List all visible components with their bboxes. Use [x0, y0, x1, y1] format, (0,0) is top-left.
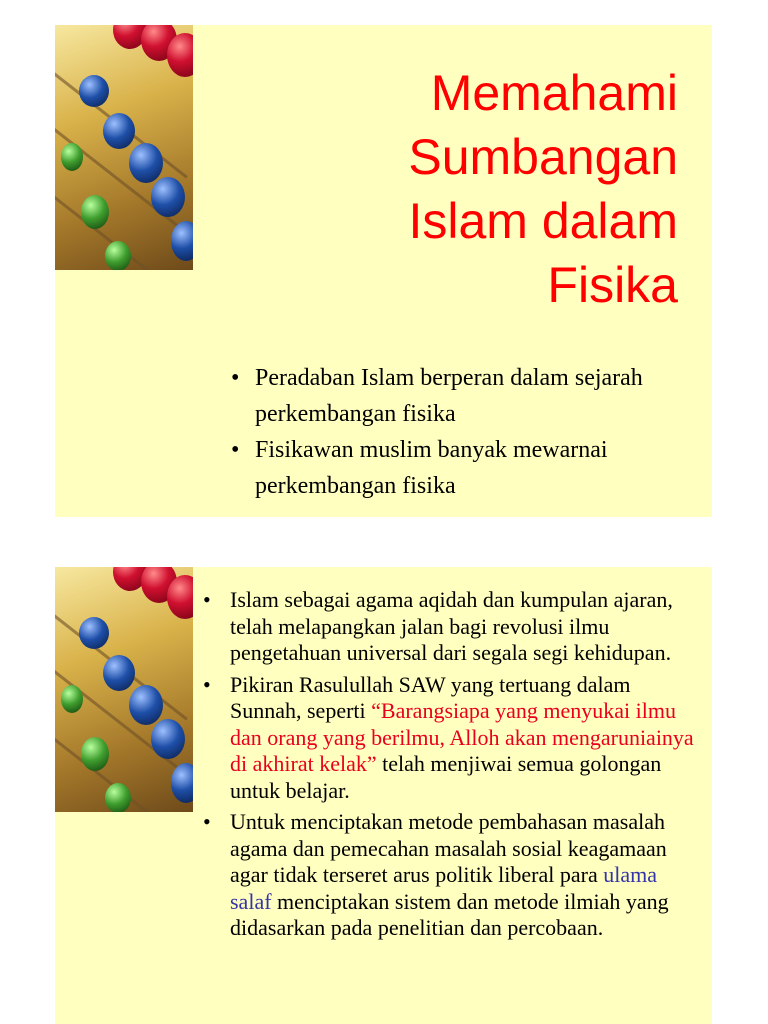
- green-bead: [105, 241, 131, 270]
- bullet-list: [203, 587, 698, 947]
- green-bead: [81, 737, 109, 771]
- title-line: Sumbangan: [408, 129, 678, 185]
- bullet-text: Pikiran Rasulullah SAW yang tertuang dalam Sunnah, seperti: [230, 671, 631, 723]
- bullet-text: Untuk menciptakan metode pembahasan masalah agama dan pemecahan masalah sosial keagamaan agar tidak terseret arus politik liberal para: [230, 809, 667, 887]
- title-line: Memahami: [430, 65, 678, 121]
- slide-2: [55, 567, 712, 1024]
- bullet-text: telah menjiwai semua golongan untuk belajar.: [230, 751, 662, 803]
- green-bead: [81, 195, 109, 229]
- bullet-item: • Peradaban Islam berperan dalam sejarah perkembangan fisika: [231, 360, 671, 432]
- ulama-salaf-link[interactable]: ulama salaf: [230, 862, 657, 914]
- red-bead: [167, 33, 193, 77]
- slide-1: [55, 25, 712, 517]
- bullet-list: [231, 360, 671, 504]
- blue-bead: [171, 221, 193, 261]
- abacus-image: [55, 567, 193, 812]
- blue-bead: [79, 617, 109, 649]
- blue-bead: [103, 113, 135, 149]
- blue-bead: [79, 75, 109, 107]
- abacus-image: [55, 25, 193, 270]
- red-bead: [167, 575, 193, 619]
- blue-bead: [171, 763, 193, 803]
- bullet-item: [203, 809, 698, 942]
- bullet-item: • Fisikawan muslim banyak mewarnai perkembangan fisika: [231, 432, 671, 504]
- blue-bead: [129, 685, 163, 725]
- blue-bead: [151, 177, 185, 217]
- title-line: Fisika: [547, 257, 678, 313]
- blue-bead: [151, 719, 185, 759]
- bullet-item: [203, 672, 698, 805]
- hadith-quote: “Barangsiapa yang menyukai ilmu dan orang yang berilmu, Alloh akan mengaruniainya di akhirat kelak”: [230, 698, 694, 776]
- bullet-item: • Islam sebagai agama aqidah dan kumpulan ajaran, telah melapangkan jalan bagi revolusi ilmu pengetahuan universal dari segala segi kehidupan.: [203, 587, 698, 667]
- green-bead: [61, 685, 83, 713]
- bullet-text: menciptakan sistem dan metode ilmiah yang didasarkan pada penelitian dan percobaan.: [230, 888, 669, 940]
- slide-title: [258, 61, 678, 317]
- green-bead: [105, 783, 131, 812]
- blue-bead: [129, 143, 163, 183]
- title-line: Islam dalam: [408, 193, 678, 249]
- blue-bead: [103, 655, 135, 691]
- green-bead: [61, 143, 83, 171]
